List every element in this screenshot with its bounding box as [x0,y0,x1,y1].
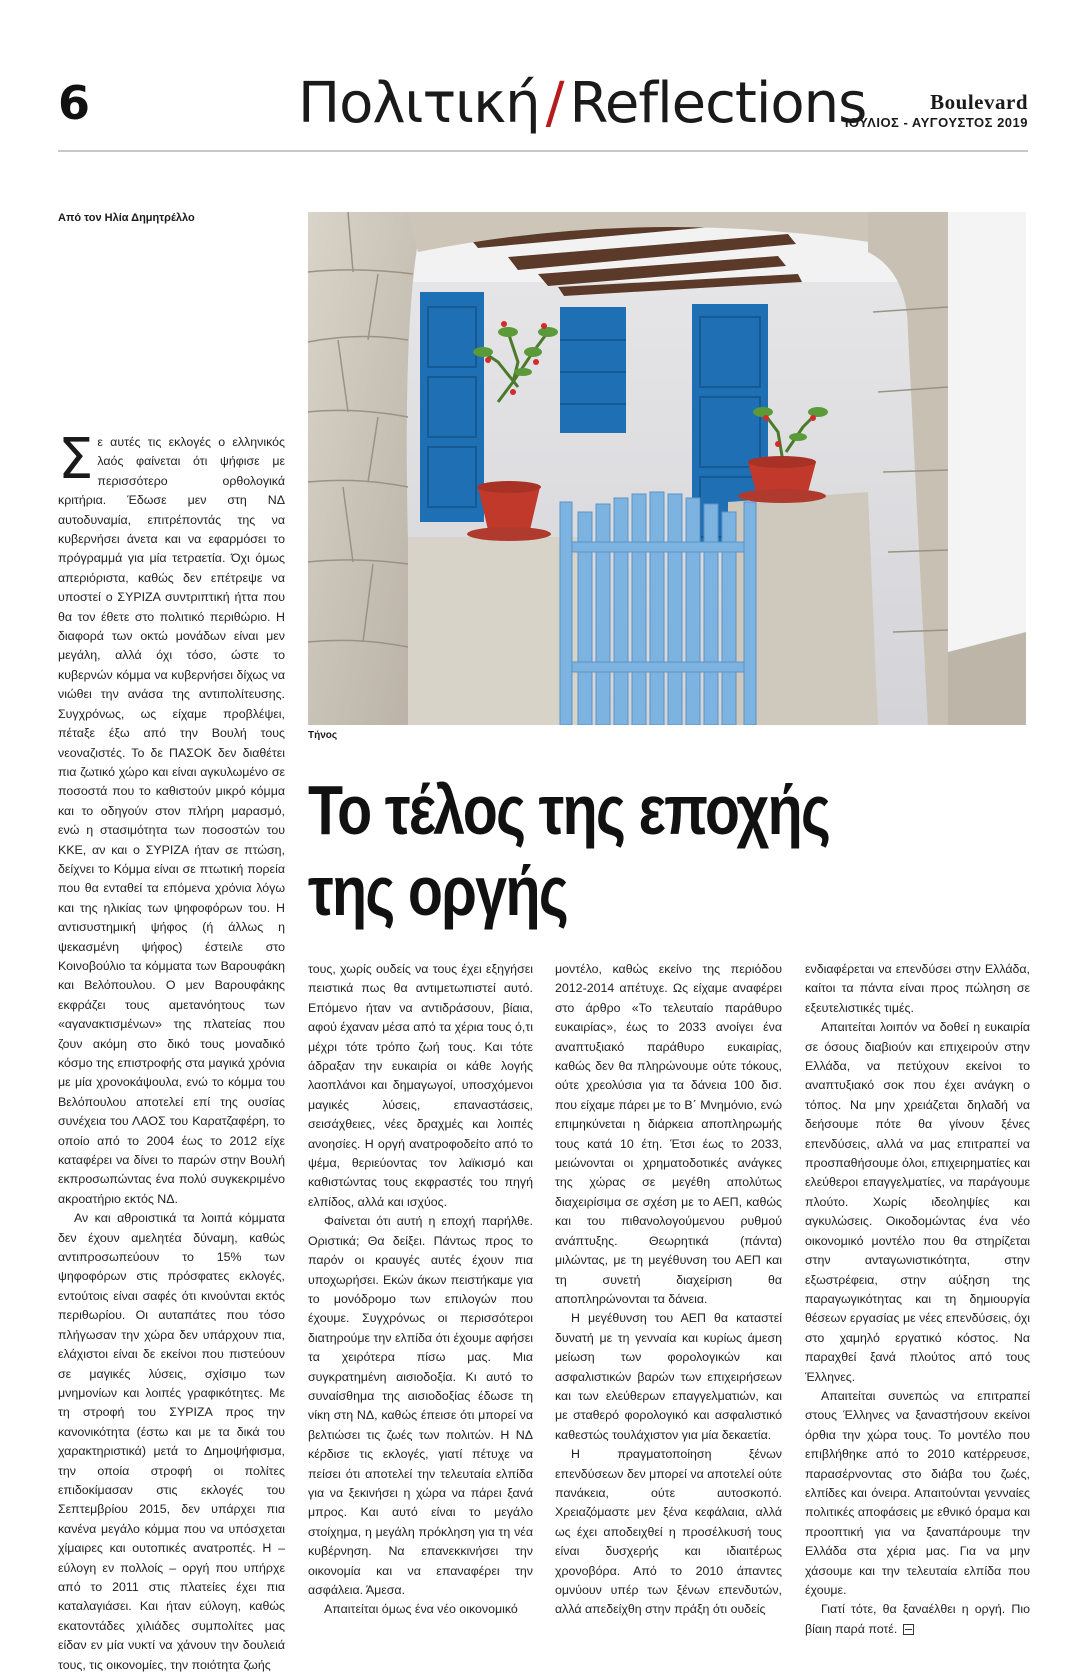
paragraph: Αν και αθροιστικά τα λοιπά κόμματα δεν έχουν αμελητέα δύναμη, καθώς αντιπροσωπεύουν το 15% των ψηφοφόρων στις πρόσφατες εκλογές, εντούτοις είναι σαφές ότι κινούνται εκτός περιθωρίου. Οι αυταπάτες που τόσο πλήγωσαν την χώρα δεν υπάρχουν πια, ελάχιστοι είναι δε εκείνοι που πιστεύουν σε μαγικές λύσεις, σχίσιμο των μνημονίων και λοιπές γραφικότητες. Με τη στροφή του ΣΥΡΙΖΑ προς την κανονικότητα (έστω και με τα δικά του χαρακτηριστικά) μετά το Δημοψήφισμα, την οποία στροφή οι πολίτες επιδοκίμασαν στις εκλογές του Σεπτεμβρίου 2015, δεν υπάρχει πια κανένα μεγάλο κόμμα που να υπόσχεται χίμαιρες και ουτοπικές ανατροπές. Η – εύλογη εν πολλοίς – οργή που υπήρχε από το 2011 στις πλατείες έχει πια καταλαγιάσει. Και ήταν εύλογη, καθώς εκατοντάδες χιλιάδες συμπολίτες μας είδαν εν μία νυκτί να χάνουν την δουλειά τους, τις οικονομίες, την ποιότητα ζωής [58,1211,285,1672]
article-column-2 [308,960,533,1620]
paragraph: μοντέλο, καθώς εκείνο της περιόδου 2012-2014 απέτυχε. Ως είχαμε αναφέρει στο άρθρο «Το τελευταίο παράθυρο ευκαιρίας», έως το 2033 ανοίγει ένα αναπτυξιακό παράθυρο ευκαιρίας, καθώς δεν θα πληρώνουμε ούτε τόκους, ούτε χρεολύσια για τα δάνεια 100 δισ. που είχαμε πάρει με το Β΄ Μνημόνιο, ενώ επιμηκύνεται η διάρκεια αποπληρωμής τους κατά 10 έτη. Έτσι έως το 2033, μειώνονται οι χρηματοδοτικές ανάγκες της χώρας σε μεγέθη απολύτως διαχειρίσιμα σε σχέση με το ΑΕΠ, καθώς και του πιθανολογούμενου ρυθμού ανάπτυξης. Θεωρητικά (πάντα) μιλώντας, με τη μεγέθυνση του ΑΕΠ και τη συνετή διαχείριση θα αποπληρώνονται τα δάνεια. [555,962,782,1306]
paragraph: τους, χωρίς ουδείς να τους έχει εξηγήσει πειστικά πως θα αντιμετωπιστεί αυτό. Επόμενο ήταν να αντιδράσουν, βίαια, αφού έχαναν μέσα από τα χέρια τους ό,τι μέχρι τότε τρόπο ζωή τους. Και τότε άδραξαν την ευκαιρία οι κάθε λογής λαοπλάνοι και δημαγωγοί, υποσχόμενοι μαγικές λύσεις, επαναστάσεις, σεισάχθειες, νέες δραχμές και λοιπές ανοησίες. Η οργή ανατροφοδείτο από το ψέμα, θεριεύοντας τον λαϊκισμό και καθιστώντας τους εκφραστές του πηγή ελπίδος, αλλά και ισχύος. [308,962,533,1209]
blue-shutter [560,307,626,433]
paragraph: Η πραγματοποίηση ξένων επενδύσεων δεν μπορεί να αποτελεί ούτε πανάκεια, ούτε αυτοσκοπό. Χρειαζόμαστε μεν ξένα κεφάλαια, αλλά ως έχει αποδειχθεί η προσέλκυσή τους είναι δυσχερής και ιδιαιτέρως χρονοβόρα. Από το 2010 άπαντες ομνύουν υπέρ των ξένων επενδυτών, αλλά απεδείχθη στην πράξη ότι ουδείς [555,1447,782,1617]
headline-line-1: Το τέλος της εποχής [308,771,830,849]
masthead [845,92,1028,131]
tinos-doorway-illustration [308,212,1026,725]
article-photo [308,212,1026,725]
brand-logo: Boulevard [930,90,1028,114]
paragraph: Η μεγέθυνση του ΑΕΠ θα καταστεί δυνατή με τη γενναία και κυρίως άμεση μείωση των φορολογικών και ασφαλιστικών βαρών των επιχειρήσεων και των ελεύθερων επαγγελματιών, και με σταθερό φορολογικό και ασφαλιστικό καθεστώς τουλάχιστον για μία δεκαετία. [555,1311,782,1442]
headline [308,770,898,932]
photo-caption: Τήνος [308,730,338,741]
blue-gate [560,492,756,725]
section-primary: Πολιτική [298,71,540,136]
page-number: 6 [58,76,91,130]
section-divider: / [545,71,564,136]
drop-cap: Σ [58,427,94,492]
blue-door-left [420,292,484,522]
paragraph: Απαιτείται όμως ένα νέο οικονομικό [324,1602,518,1617]
headline-line-2: της οργής [308,852,568,931]
header-divider [58,150,1028,152]
paragraph: Γιατί τότε, θα ξαναέλθει η οργή. Πιο βίαιη παρά ποτέ. [805,1602,1030,1636]
byline: Από τον Ηλία Δημητρέλλο [58,212,195,224]
end-of-article-icon [903,1624,914,1635]
paragraph: Σε αυτές τις εκλογές ο ελληνικός λαός φαίνεται ότι ψήφισε με περισσότερο ορθολογικά κριτήρια. Έδωσε μεν στη ΝΔ αυτοδυναμία, επιτρέποντάς της να κυβερνήσει άνετα και να εφαρμόσει το πρόγραμμά για μία τετραετία. Όχι όμως απεριόριστα, καθώς δεν επέτρεψε να υποστεί ο ΣΥΡΙΖΑ συντριπτική ήττα που θα τον έθετε στο πολιτικό περιθώριο. Η διαφορά των οκτώ μονάδων είναι μεν μεγάλη, αλλά όχι τόσο, ώστε το κυβερνών κόμμα να κυβερνήσει δίχως να νιώθει την ανάσα της αντιπολίτευσης. Συγχρόνως, ως είχαμε προβλέψει, πέταξε έξω από την Βουλή τους νεοναζιστές. Το δε ΠΑΣΟΚ δεν διαθέτει πια ζωτικό χώρο και είναι αγκυλωμένο σε ποσοστά που το καθιστούν μικρό κόμμα και το οδηγούν στον πλήρη μαρασμό, ενώ η στασιμότητα των ποσοστών του ΚΚΕ, αν και ο ΣΥΡΙΖΑ ήταν σε πτώση, δείχνει το Κόμμα είναι σε πτωτική πορεία που θα ενταθεί τα επόμενα χρόνια λόγω και της ηλικίας των ψηφοφόρων του. Η αντισυστημική ψήφος (ή άλλως η ψεκασμένη ψήφος) έστειλε στο Κοινοβούλιο τα κόμματα των Βαρουφάκη και Βελόπουλου. Ο μεν Βαρουφάκης εκφράζει τους αμετανόητους των «αγανακτισμένων» της πλατείας που ζουν ακόμη στο δικό τους μοναδικό κόσμο της επιστροφής στα μαγικά χρόνια με μία χρονοκάψουλα, ενώ το κόμμα του Βελόπουλου αποτελεί επί της ουσίας συνέχεια του ΛΑΟΣ του Καρατζαφέρη, το οποίο από το 2004 έως το 2012 είχε καταφέρει να δίνει το παρών στην Βουλή εκπροσωπώντας ένα πολύ συγκεκριμένο ακροατήριο εκτός ΝΔ. [58,427,285,1206]
paragraph: ενδιαφέρεται να επενδύσει στην Ελλάδα, καίτοι τα πάντα είναι προς πώληση σε εξευτελιστικές τιμές. [805,962,1030,1015]
issue-date: ΙΟΥΛΙΟΣ - ΑΥΓΟΥΣΤΟΣ 2019 [844,115,1028,130]
section-title [298,71,867,136]
paragraph: Απαιτείται λοιπόν να δοθεί η ευκαιρία σε όσους διαβιούν και επιχειρούν στην Ελλάδα, να πετύχουν εκείνοι το αναπτυξιακό σοκ που έχει ανάγκη ο τόπος. Να μην χρειάζεται δηλαδή να δεήσουμε πότε θα γίνουν ξένες επενδύσεις, αλλά να μας επιτραπεί να προσπαθήσουμε όλοι, επιχειρηματίες και ελεύθεροι επαγγελματίες, να παράγουμε πλούτο. Χωρίς ιδεοληψίες και αγκυλώσεις. Οικοδομώντας ένα νέο οικονομικό μοντέλο που θα στηρίζεται στην ανταγωνιστικότητα, στην εξωστρέφεια, στην αύξηση της παραγωγικότητας και τη δημιουργία θέσεων εργασίας με νέες επενδύσεις, όχι στο χαμηλό εργατικό κόστος. Να παραχθεί ξανά πλούτος από τους Έλληνες. [805,1020,1030,1384]
paragraph: Απαιτείται συνεπώς να επιτραπεί στους Έλληνες να ξαναστήσουν εκείνοι όρθια την χώρα τους. Το μοντέλο που επιβλήθηκε από το 2010 κατέρρευσε, παρασέρνοντας στο διάβα του ζωές, ελπίδες και όνειρα. Απαιτούνται γενναίες πολιτικές αποφάσεις με εθνικό όραμα και προοπτική για να ξαναπάρουμε την Ελλάδα στα χέρια μας. Για να μην χάσουμε και την τελευταία ελπίδα που έχουμε. [805,1388,1030,1597]
article-column-3 [555,960,782,1620]
paragraph: Φαίνεται ότι αυτή η εποχή παρήλθε. Οριστικά; Θα δείξει. Πάντως προς το παρόν οι κραυγές αυτές έχουν πια υποχωρήσει. Εκών άκων πειστήκαμε για το μονόδρομο των επιλογών που έχουμε. Συγχρόνως οι περισσότεροι διατηρούμε την ελπίδα ότι έχουμε αφήσει τα χειρότερα πίσω μας. Μια συγκρατημένη αισιοδοξία. Κι αυτό το συναίσθημα της αισιοδοξίας έδωσε τη νίκη στη ΝΔ, καθώς έπεισε ότι μπορεί να βελτιώσει τις ζωές των πολιτών. Η ΝΔ κέρδισε τις εκλογές, γιατί πέτυχε να πείσει ότι αποτελεί την τελευταία ελπίδα για να ξεκινήσει η χώρα να πάρει ξανά μπρος. Και αυτό είναι το μεγάλο στοίχημα, η μεγάλη πρόκληση για τη νέα κυβέρνηση. Να επανεκκινήσει την οικονομία και να επαναφέρει την ασφάλεια. Άμεσα. [308,1214,533,1597]
article-column-1 [58,427,285,1675]
section-secondary: Reflections [569,71,867,136]
article-column-4 [805,960,1030,1639]
